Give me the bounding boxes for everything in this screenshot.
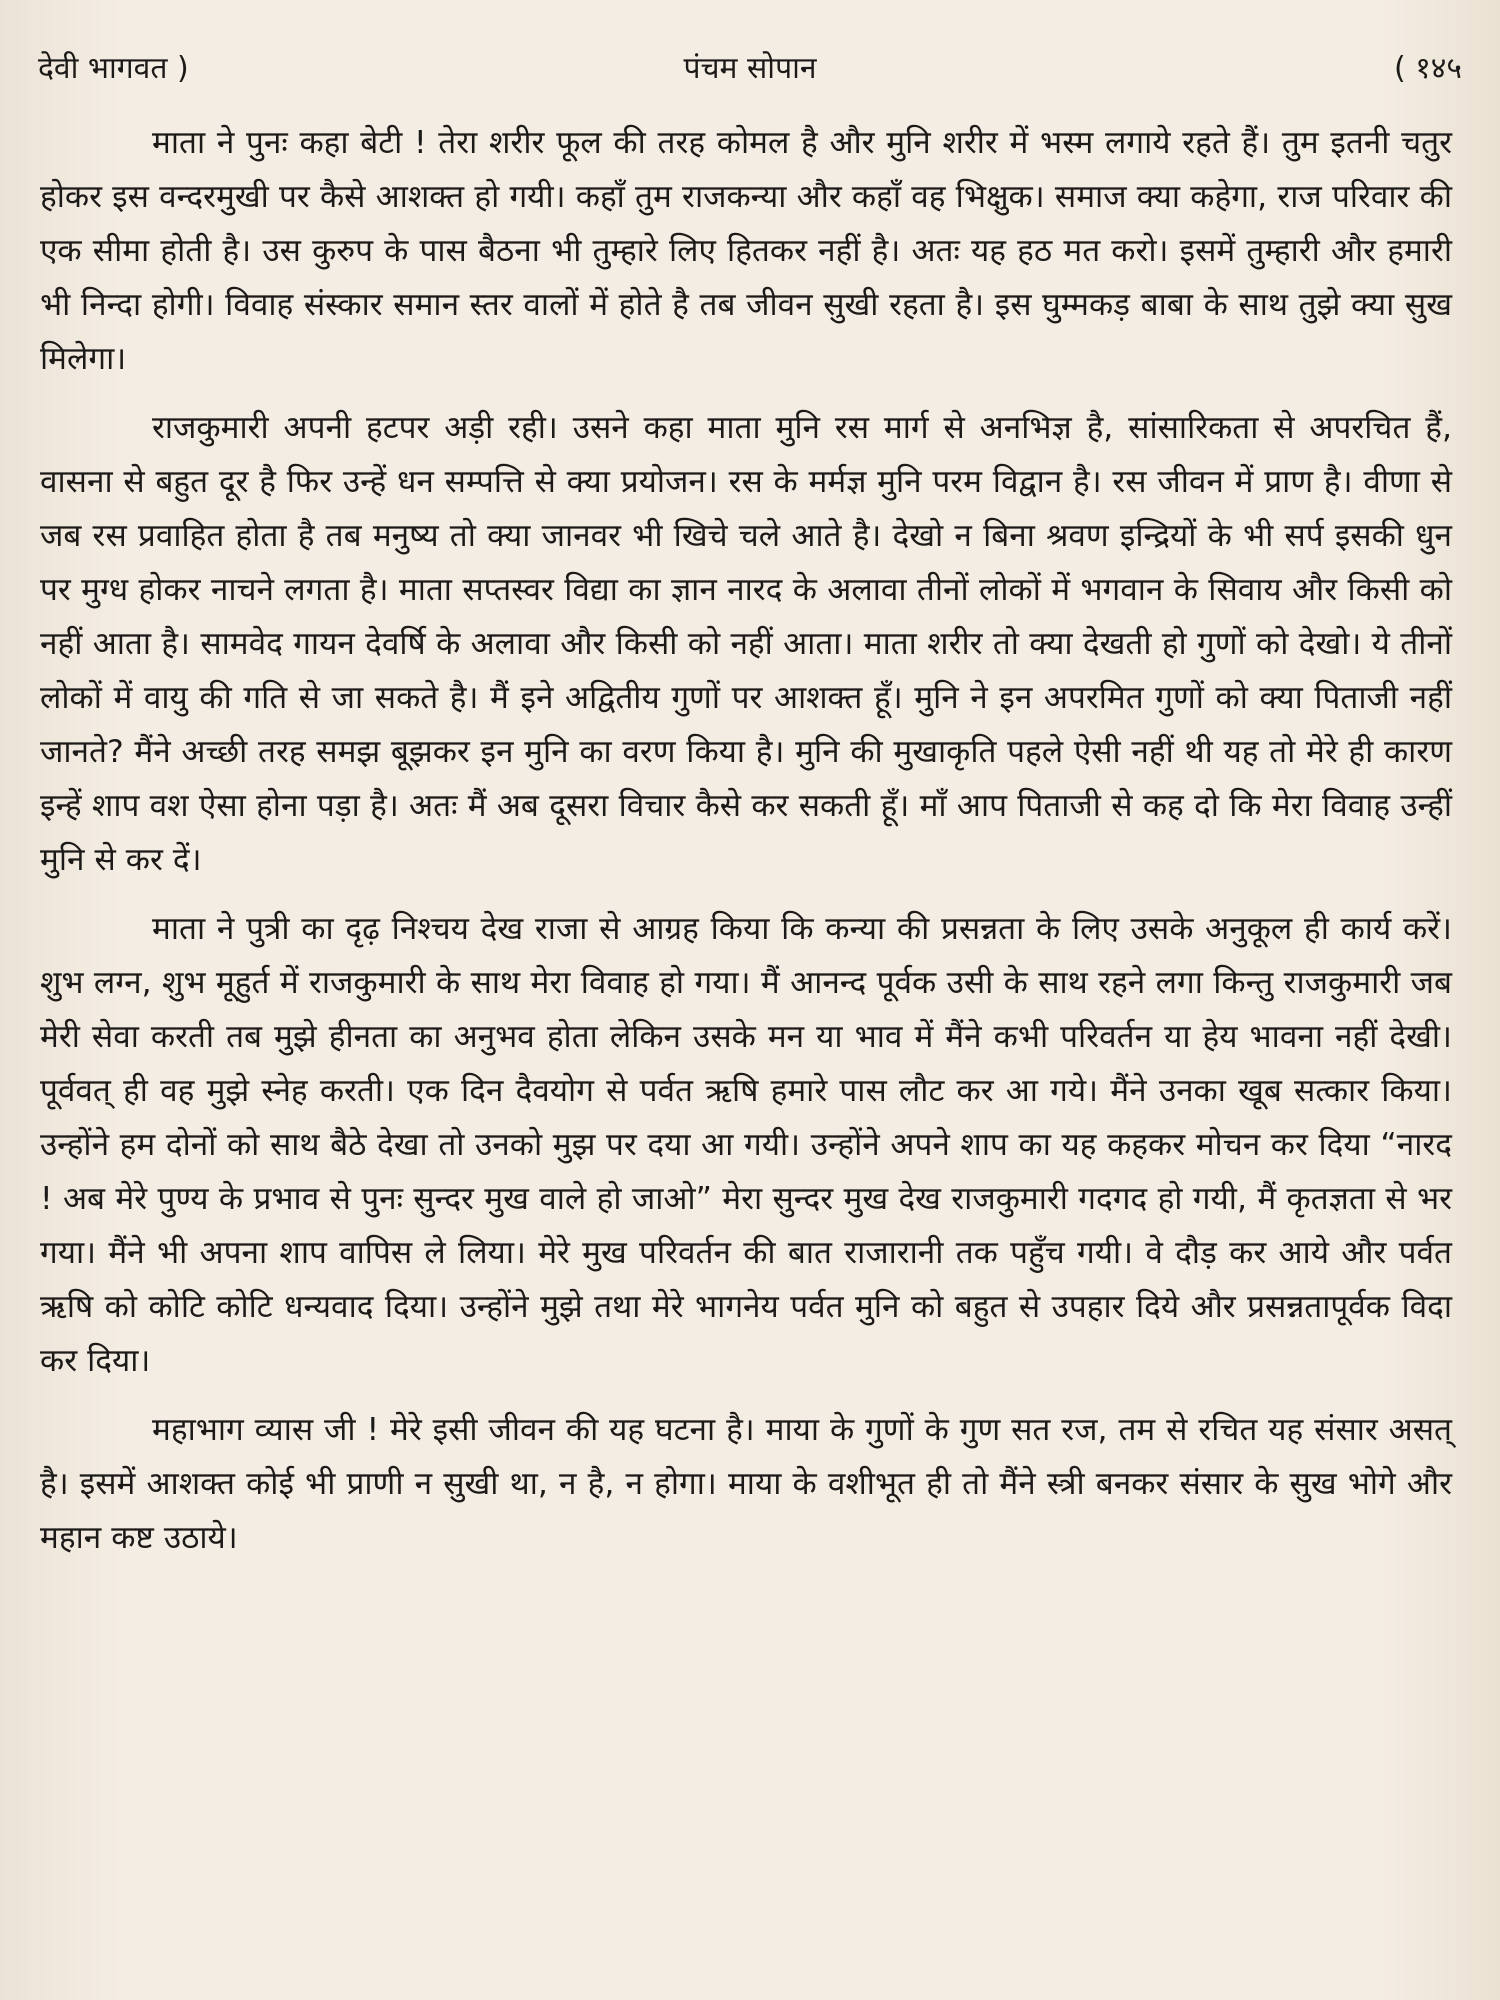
paragraph-1: माता ने पुनः कहा बेटी ! तेरा शरीर फूल की तरह कोमल है और मुनि शरीर में भस्म लगाये रहते हैं। तुम इतनी चतुर होकर इस वन्दरमुखी पर कैसे आशक्त हो गयी। कहाँ तुम राजकन्या और कहाँ वह भिक्षुक। समाज क्या कहेगा, राज परिवार की एक सीमा होती है। उस कुरुप के पास बैठना भी तुम्हारे लिए हितकर नहीं है। अतः यह हठ मत करो। इसमें तुम्हारी और हमारी भी निन्दा होगी। विवाह संस्कार समान स्तर वालों में होते है तब जीवन सुखी रहता है। इस घुम्मकड़ बाबा के साथ तुझे क्या सुख मिलेगा। (40, 125, 1452, 377)
paragraph-2: राजकुमारी अपनी हटपर अड़ी रही। उसने कहा माता मुनि रस मार्ग से अनभिज्ञ है, सांसारिकता से अपरचित हैं, वासना से बहुत दूर है फिर उन्हें धन सम्पत्ति से क्या प्रयोजन। रस के मर्मज्ञ मुनि परम विद्वान है। रस जीवन में प्राण है। वीणा से जब रस प्रवाहित होता है तब मनुष्य तो क्या जानवर भी खिचे चले आते है। देखो न बिना श्रवण इन्द्रियों के भी सर्प इसकी धुन पर मुग्ध होकर नाचने लगता है। माता सप्तस्वर विद्या का ज्ञान नारद के अलावा तीनों लोकों में भगवान के सिवाय और किसी को नहीं आता है। सामवेद गायन देवर्षि के अलावा और किसी को नहीं आता। माता शरीर तो क्या देखती हो गुणों को देखो। ये तीनों लोकों में वायु की गति से जा सकते है। मैं इने अद्वितीय गुणों पर आशक्त हूँ। मुनि ने इन अपरमित गुणों को क्या पिताजी नहीं जानते? मैंने अच्छी तरह समझ बूझकर इन मुनि का वरण किया है। मुनि की मुखाकृति पहले ऐसी नहीं थी यह तो मेरे ही कारण इन्हें शाप वश ऐसा होना पड़ा है। अतः मैं अब दूसरा विचार कैसे कर सकती हूँ। माँ आप पिताजी से कह दो कि मेरा विवाह उन्हीं मुनि से कर दें। (40, 410, 1452, 878)
running-header (38, 44, 1462, 94)
body-text (40, 116, 1452, 1580)
header-chapter-title: पंचम सोपान (683, 51, 817, 86)
paragraph-4: महाभाग व्यास जी ! मेरे इसी जीवन की यह घटना है। माया के गुणों के गुण सत रज, तम से रचित यह संसार असत् है। इसमें आशक्त कोई भी प्राणी न सुखी था, न है, न होगा। माया के वशीभूत ही तो मैंने स्त्री बनकर संसार के सुख भोगे और महान कष्ट उठाये। (40, 1412, 1452, 1556)
header-book-title: देवी भागवत ) (38, 51, 189, 86)
header-page-number: ( १४५ (1393, 51, 1462, 86)
paragraph-3: माता ने पुत्री का दृढ़ निश्चय देख राजा से आग्रह किया कि कन्या की प्रसन्नता के लिए उसके अनुकूल ही कार्य करें। शुभ लग्न, शुभ मूहुर्त में राजकुमारी के साथ मेरा विवाह हो गया। मैं आनन्द पूर्वक उसी के साथ रहने लगा किन्तु राजकुमारी जब मेरी सेवा करती तब मुझे हीनता का अनुभव होता लेकिन उसके मन या भाव में मैंने कभी परिवर्तन या हेय भावना नहीं देखी। पूर्ववत् ही वह मुझे स्नेह करती। एक दिन दैवयोग से पर्वत ऋषि हमारे पास लौट कर आ गये। मैंने उनका खूब सत्कार किया। उन्होंने हम दोनों को साथ बैठे देखा तो उनको मुझ पर दया आ गयी। उन्होंने अपने शाप का यह कहकर मोचन कर दिया “नारद ! अब मेरे पुण्य के प्रभाव से पुनः सुन्दर मुख वाले हो जाओ” मेरा सुन्दर मुख देख राजकुमारी गदगद हो गयी, मैं कृतज्ञता से भर गया। मैंने भी अपना शाप वापिस ले लिया। मेरे मुख परिवर्तन की बात राजारानी तक पहुँच गयी। वे दौड़ कर आये और पर्वत ऋषि को कोटि कोटि धन्यवाद दिया। उन्होंने मुझे तथा मेरे भागनेय पर्वत मुनि को बहुत से उपहार दिये और प्रसन्नतापूर्वक विदा कर दिया। (40, 911, 1452, 1379)
